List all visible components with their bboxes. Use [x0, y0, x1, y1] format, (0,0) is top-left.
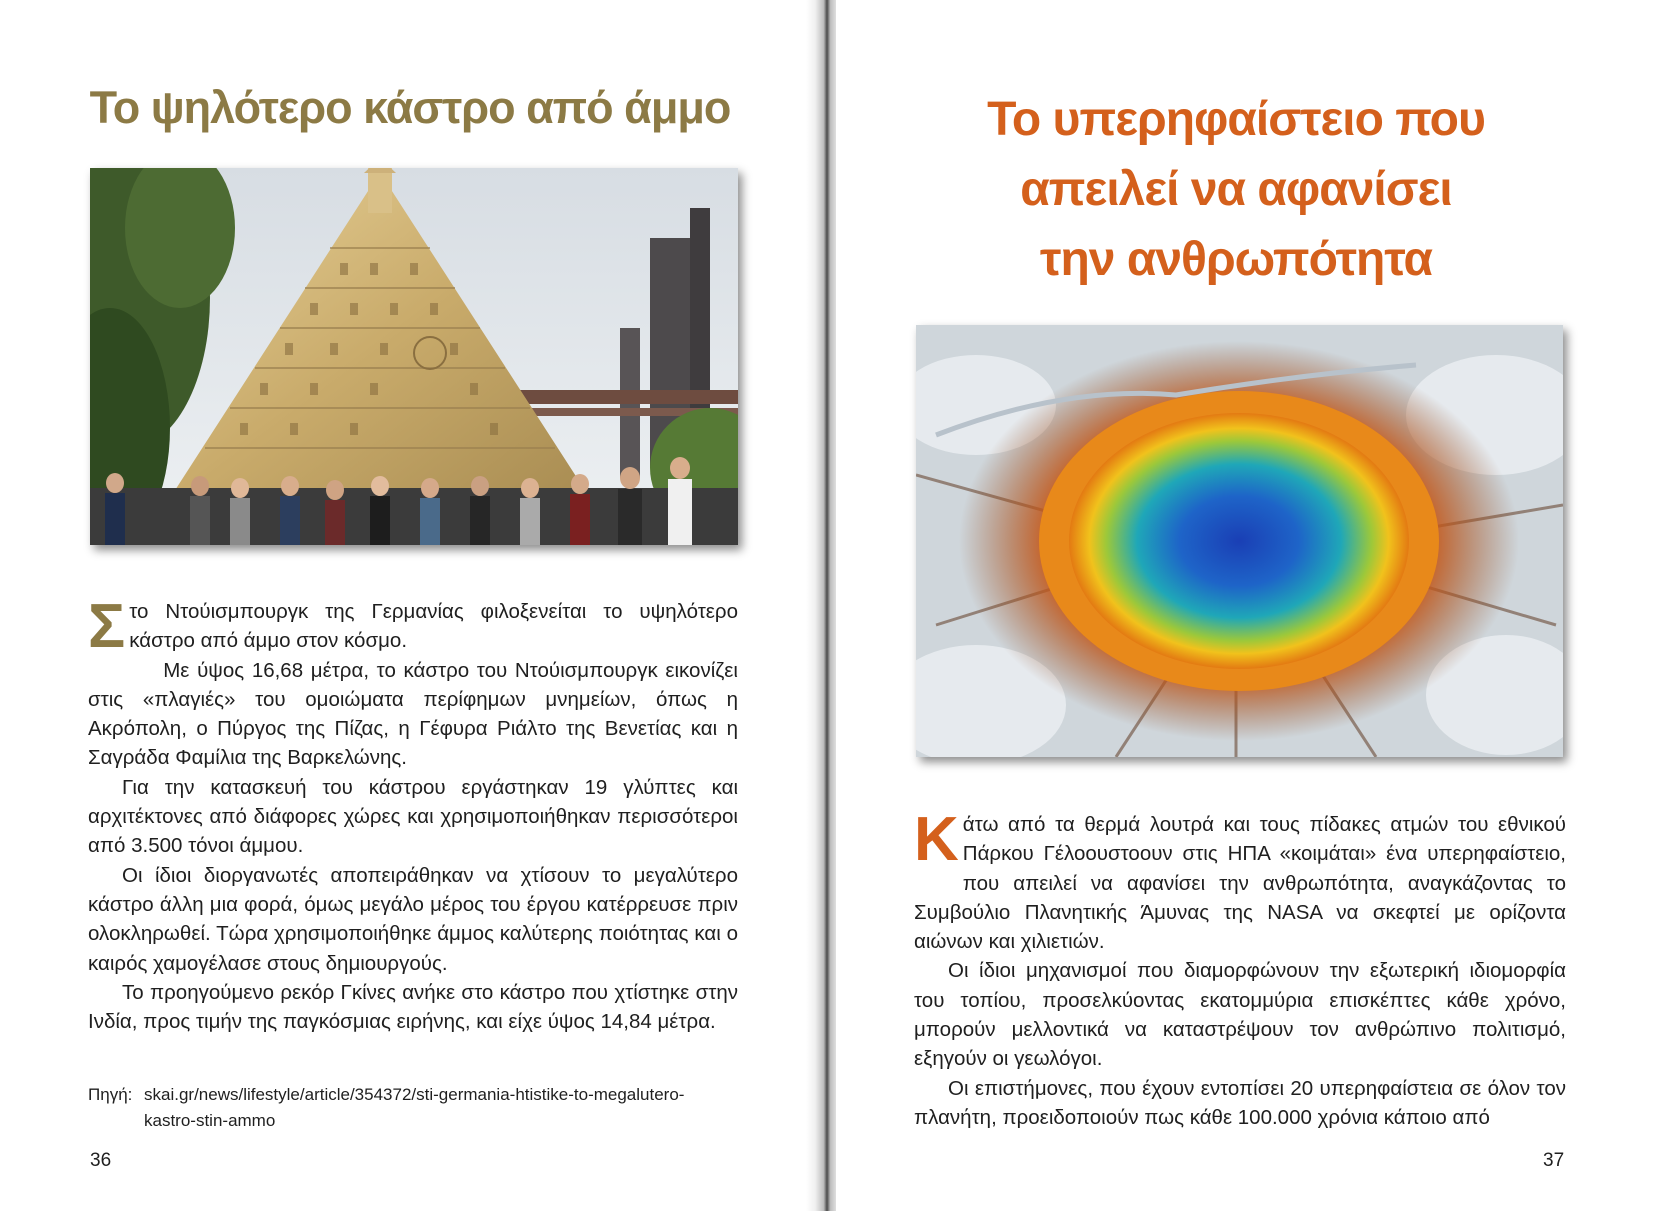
left-page-title: Το ψηλότερο κάστρο από άμμο	[89, 82, 731, 133]
hot-spring-illustration	[916, 325, 1563, 757]
right-title-line-3: την ανθρωπότητα	[1040, 233, 1432, 286]
sand-castle-illustration	[90, 168, 738, 545]
left-paragraph-5: Το προηγούμενο ρεκόρ Γκίνες ανήκε στο κάστρο που χτίστηκε στην Ινδία, προς τιμήν της παγκόσμιας ειρήνης, και είχε ύψος 14,84 μέτρα.	[88, 980, 738, 1034]
page-number-right: 37	[1543, 1150, 1565, 1171]
right-paragraph-1: Κάτω από τα θερμά λουτρά και τους πίδακες ατμών του εθνικού Πάρκου Γέλοουστοουν στις ΗΠΑ «κοιμάται» ένα υπερηφαίστειο, που απειλεί να αφανίσει την ανθρωπότητα, αναγκάζοντας το Συμβούλιο Πλανητικής Άμυνας της NASA να σκεφτεί με ορίζοντα αιώνων και χιλιετιών.	[914, 805, 1566, 954]
left-paragraph-1: Στο Ντούισμπουργκ της Γερμανίας φιλοξενείται το υψηλότερο κάστρο από άμμο στον κόσμο.	[88, 592, 738, 661]
right-title-line-1: Το υπερηφαίστειο που	[987, 93, 1485, 146]
left-dropcap: Σ	[88, 592, 126, 661]
left-paragraph-2: Με ύψος 16,68 μέτρα, το κάστρο του Ντούισμπουργκ εικονίζει στις «πλαγιές» του ομοιώματα περίφημων μνημείων, όπως η Ακρόπολη, ο Πύργος της Πίζας, η Γέφυρα Ριάλτο της Βενετίας και η Σαγράδα Φαμίλια της Βαρκελώνης.	[88, 658, 738, 770]
page-number-left: 36	[90, 1150, 112, 1171]
right-paragraph-2: Οι ίδιοι μηχανισμοί που διαμορφώνουν την εξωτερική ιδιομορφία του τοπίου, προσελκύοντας εκατομμύρια επισκέπτες κάθε χρόνο, μπορούν μελλοντικά να καταστρέψουν τον ανθρώπινο πολιτισμό, εξηγούν οι γεωλόγοι.	[914, 959, 1566, 1071]
right-dropcap: Κ	[914, 805, 959, 874]
right-page-title	[906, 85, 1566, 295]
left-article-body	[88, 592, 738, 1036]
left-paragraph-4: Οι ίδιοι διοργανωτές αποπειράθηκαν να χτίσουν το μεγαλύτερο κάστρο άλλη μια φορά, όμως μεγάλο μέρος του έργου κατέρρευσε πριν ολοκληρωθεί. Τώρα χρησιμοποιήθηκε άμμος καλύτερης ποιότητας και ο καιρός χαμογέλασε στους δημιουργούς.	[88, 863, 738, 975]
source-link[interactable]: skai.gr/news/lifestyle/article/354372/sti-germania-htistike-to-megalutero-kastro-stin-ammo	[144, 1085, 685, 1130]
sand-castle-photo	[90, 168, 738, 545]
hot-spring-aerial-photo	[916, 325, 1563, 757]
source-label: Πηγή:	[88, 1085, 133, 1104]
right-page	[836, 0, 1654, 1211]
left-page	[0, 0, 818, 1211]
right-paragraph-3: Οι επιστήμονες, που έχουν εντοπίσει 20 υπερηφαίστεια σε όλον τον πλανήτη, προειδοποιούν πως κάθε 100.000 χρόνια κάποιο από	[914, 1076, 1566, 1129]
right-title-line-2: απειλεί να αφανίσει	[1020, 163, 1452, 216]
right-article-body	[914, 805, 1566, 1132]
source-citation	[88, 1082, 738, 1134]
left-paragraph-3: Για την κατασκευή του κάστρου εργάστηκαν 19 γλύπτες και αρχιτέκτονες από διάφορες χώρες και χρησιμοποιήθηκαν περισσότεροι από 3.500 τόνοι άμμου.	[88, 775, 738, 858]
